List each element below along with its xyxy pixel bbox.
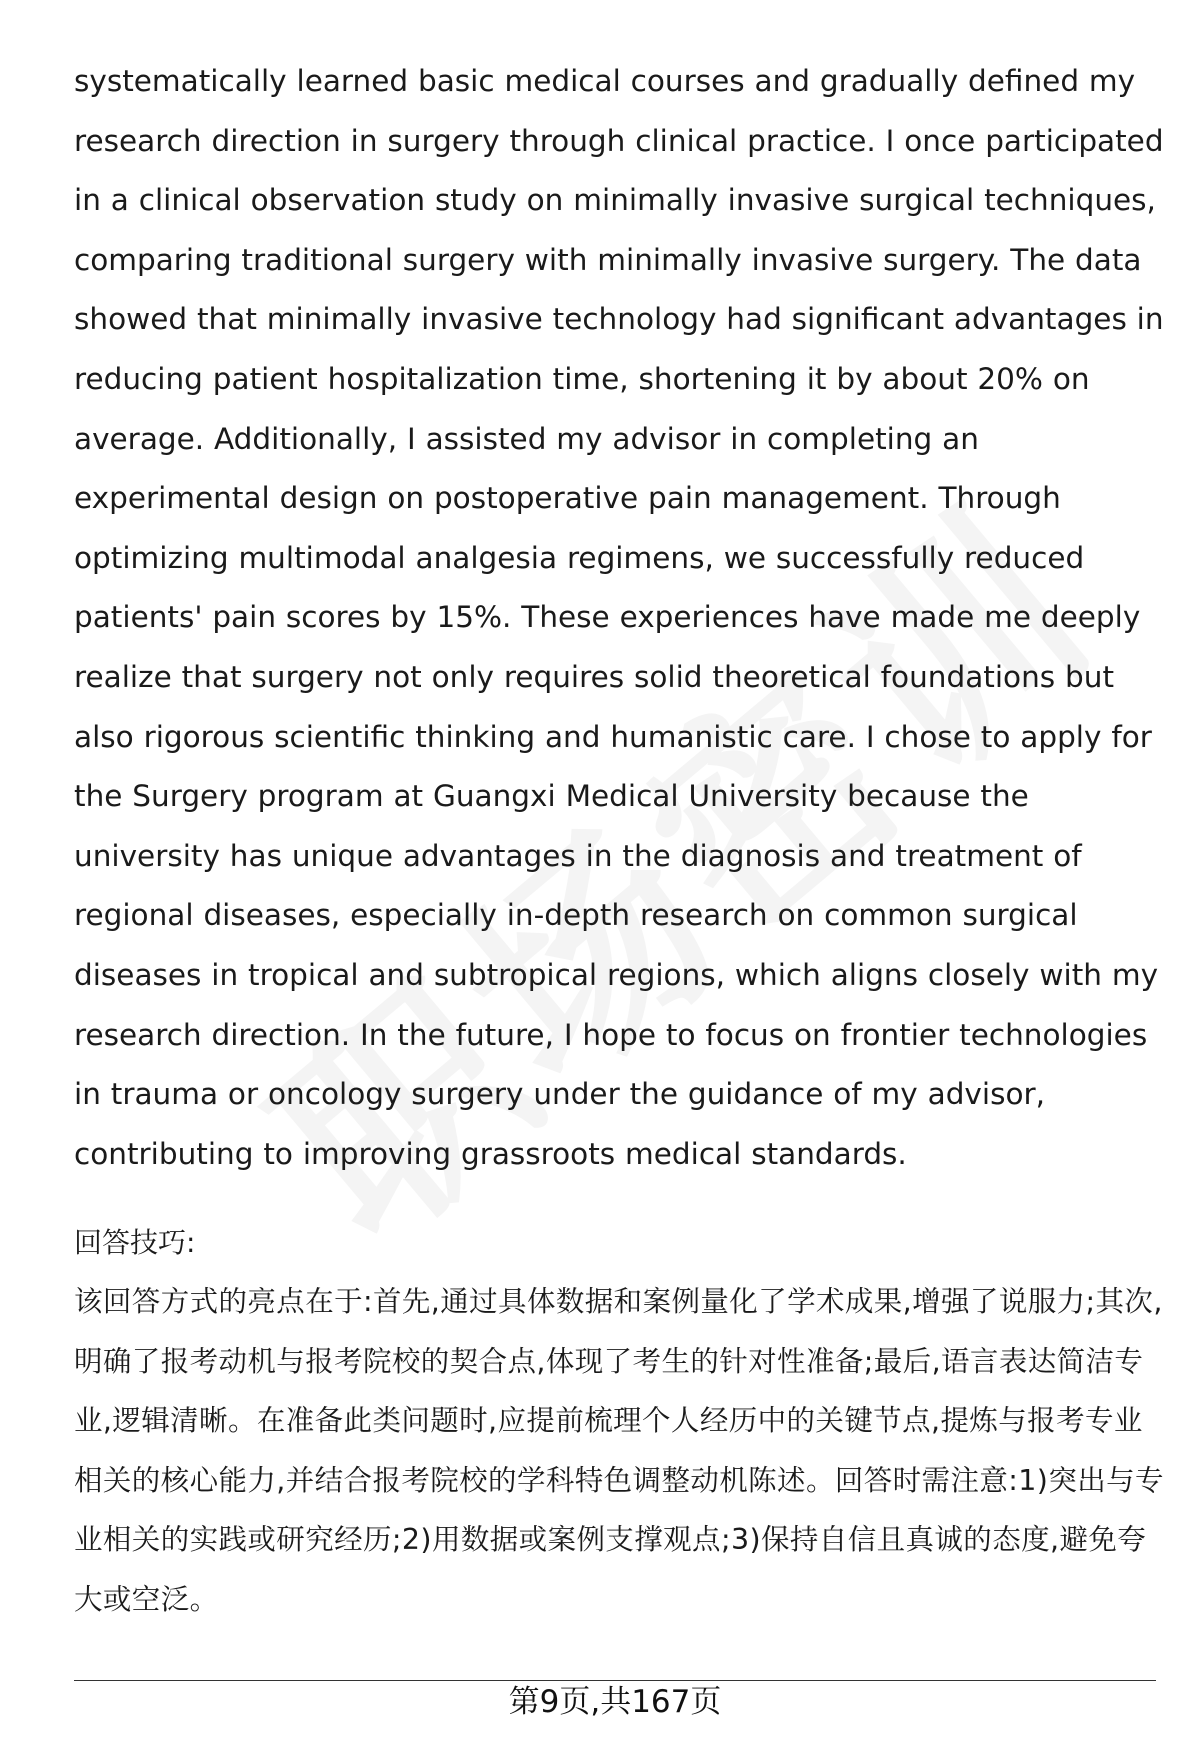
page-content <box>74 52 1166 1629</box>
footer-divider <box>74 1680 1156 1681</box>
page-number: 第9页,共167页 <box>508 1684 722 1720</box>
tips-paragraph: 该回答方式的亮点在于:首先,通过具体数据和案例量化了学术成果,增强了说服力;其次,明确了报考动机与报考院校的契合点,体现了考生的针对性准备;最后,语言表达简洁专业,逻辑清晰。在准备此类问题时,应提前梳理个人经历中的关键节点,提炼与报考专业相关的核心能力,并结合报考院校的学科特色调整动机陈述。回答时需注意:1)突出与专业相关的实践或研究经历;2)用数据或案例支撑观点;3)保持自信且真诚的态度,避免夸大或空泛。 <box>74 1285 1164 1616</box>
english-answer-paragraph: systematically learned basic medical courses and gradually defined my research direction in surgery through clinical practice. I once participated in a clinical observation study on minimally invasive surgical techniques, comparing traditional surgery with minimally invasive surgery. The data showed that minimally invasive technology had significant advantages in reducing patient hospitalization time, shortening it by about 20% on average. Additionally, I assisted my advisor in completing an experimental design on postoperative pain management. Through optimizing multimodal analgesia regimens, we successfully reduced patients' pain scores by 15%. These experiences have made me deeply realize that surgery not only requires solid theoretical foundations but also rigorous scientific thinking and humanistic care. I chose to apply for the Surgery program at Guangxi Medical University because the university has unique advantages in the diagnosis and treatment of regional diseases, especially in-depth research on common surgical diseases in tropical and subtropical regions, which aligns closely with my research direction. In the future, I hope to focus on frontier technologies in trauma or oncology surgery under the guidance of my advisor, contributing to improving grassroots medical standards. <box>74 64 1164 1171</box>
tips-heading: 回答技巧: <box>74 1226 196 1260</box>
